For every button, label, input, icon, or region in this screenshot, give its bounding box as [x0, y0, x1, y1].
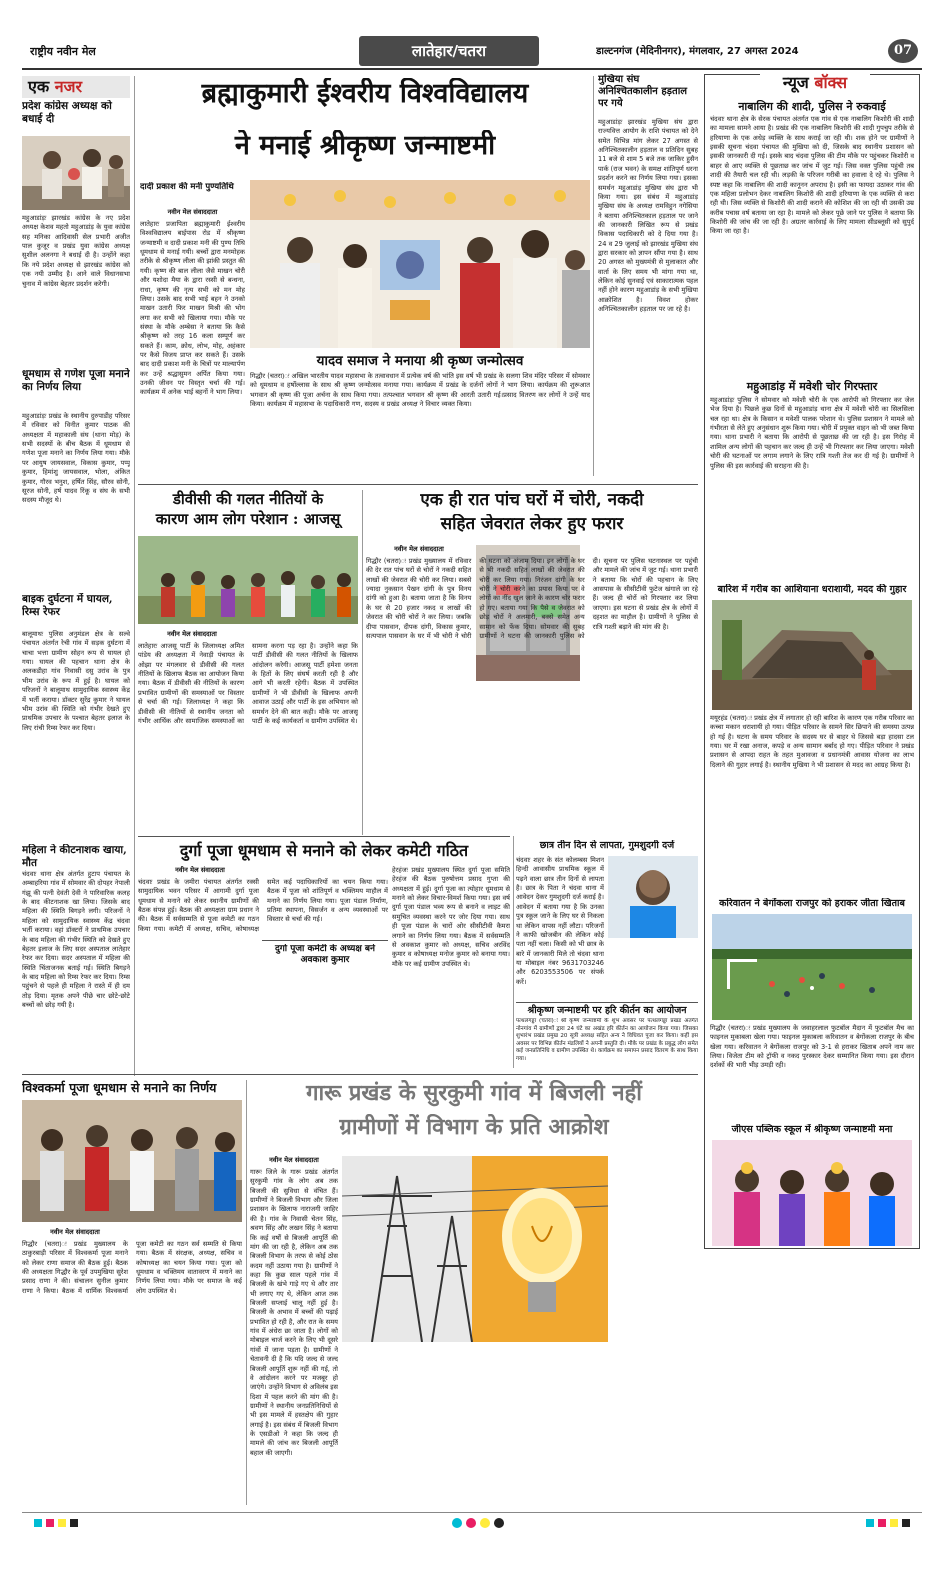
vishwakarma-headline: विश्वकर्मा पूजा धूमधाम से मनाने का निर्णय — [22, 1080, 217, 1095]
nb-s3-body: मयूरहंड (चतरा)ः प्रखंड क्षेत्र में लगातार हो रही बारिश के कारण एक गरीब परिवार का कच्चा मकान धराशायी हो गया। पीड़ित परिवार के सामने सिर छिपाने की समस्या उत्पन्न हो गई है। घटना के समय परिवार के सदस्य घर से बाहर थे जिससे बड़ा हादसा टल गया। घर में रखा अनाज, कपड़े व अन्य सामान बर्बाद हो गए। पीड़ित परिवार ने प्रखंड प्रशासन से आपदा राहत के तहत मुआवजा व प्रधानमंत्री आवास योजना का लाभ दिलाने की गुहार लगाई है। स्थानीय मुखिया ने भी प्रशासन से मदद का आग्रह किया है। — [710, 714, 914, 769]
power-divider — [246, 1080, 247, 1505]
ek-nazar-label — [22, 76, 130, 98]
strike-body: महुआडांड़ः झारखंड मुखिया संघ द्वारा राज्यवित्त आयोग के राशि पंचायत को देने समेत विभिन्न मांग लेकर 27 अगस्त से अनिश्चितकालीन हड़ताल व प्रतिदिन सुबह 11 बजे से शाम 5 बजे तक जाकिर हुसैन पार्क (राज भवन) के समक्ष शांतिपूर्ण धरना प्रदर्शन करने का निर्णय लिया गया। इसका समर्थन महुआडांड़ मुखिया संघ द्वारा भी किया गया। इस संबंध में महुआडांड़ मुखिया संघ के अध्यक्ष रामविहुन नगेसिया ने बताया अनिश्चितकाल हड़ताल पर जाने की जानकारी लिखित रूप से प्रखंड विकास पदाधिकारी को दे दिया गया है। 24 व 29 जुलाई को झारखंड मुखिया संघ द्वारा सरकार को ज्ञापन सौंपा गया है। साथ 20 अगस्त को मुख्यमंत्री से मुलाकात और वार्ता के लिए समय भी मांगा गया था, लेकिन कोई सुनवाई एवं साकारात्मक पहल नहीं होने कारण महुआडांड़ के सभी मुखिया आक्रोशित है। विवश होकर अनिश्चितकालीन हड़ताल पर जा रहे है। — [598, 118, 698, 314]
theft-body: गिद्धौर (चतरा)ः प्रखंड मुख्यालय में रविवार की देर रात पांच घरों से चोरों ने नकदी सहित लाखों की जेवरात की चोरी कर लिया। सबसे ज्यादा नुकसान पेखन दांगी के पुत्र विनय दांगी को हुआ है। बताया जाता है कि विनय के घर से 20 हजार नकद व लाखों की जेवरात की चोरी चोरों ने कर लिया। जबकि दीपा पासवान, दीपक दांगी, विकास कुमार, सत्यपाल पासवान के घर में भी चोरी ने चोरी की घटना को अंजाम दिया। इन लोगों के घर से भी नकदी सहित लाखों की जेवरात की चोरी कर लिया गया। निरंजन दांगी के घर चोरी ने चोरी करने का प्रयास किया पर वे लोगों का नींद खुल जाने के कारण चोर फरार हो गए। बताया गया कि पैसे व जेवरात को छोड़ चोरों ने अलमारी, बक्से समेत अन्य सामान को फेंक दिया। सोमवार की सुबह ग्रामीणों ने घटना की जानकारी पुलिस को दी। सूचना पर पुलिस घटनास्थल पर पहुंची और मामले की जांच में जुट गई। थाना प्रभारी ने बताया कि चोरों की पहचान के लिए आसपास के सीसीटीवी फुटेज खंगाले जा रहे हैं। जल्द ही चोरों को गिरफ्तार कर लिया जाएगा। इस घटना से प्रखंड क्षेत्र के लोगों में दहशत का माहौल है। ग्रामीणों ने पुलिस से रात्रि गश्ती बढ़ाने की मांग की है। — [366, 557, 698, 640]
dvc-byline: नवीन मेल संवाददाता — [167, 630, 217, 638]
nb-s2-body: महुआडांड़ः पुलिस ने सोमवार को मवेशी चोरी के एक आरोपी को गिरफ्तार कर जेल भेज दिया है। पिछले कुछ दिनों से महुआडांड़ थाना क्षेत्र में मवेशी चोरी का सिलसिला चल रहा था। क्षेत्र के किसान व मवेशी पालक परेशान थे। पुलिस प्रशासन ने मामले को गंभीरता से लेते हुए अनुसंधान शुरू किया गया। चोरी में प्रयुक्त वाहन को भी जब्त किया गया। थाना प्रभारी ने बताया कि आरोपी से पूछताछ की जा रही है। इस गिरोह में शामिल अन्य लोगों की पहचान कर जल्द ही उन्हें भी गिरफ्तार कर लिया जाएगा। मवेशी चोरी की घटनाओं पर लगाम लगाने के लिए रात्रि गश्ती तेज कर दी गई है। ग्रामीणों ने पुलिस की इस कार्रवाई की सराहना की है। — [710, 396, 914, 470]
left-s4-body: चंदवाः थाना क्षेत्र अंतर्गत हुटाप पंचायत के अम्बाहरिया गांव में सोमवार की दोपहर नेपाली गंझू की पत्नी देवंती देवी ने पारिवारिक कलह के बाद कीटनाशक खा लिया। जिसके बाद महिला की स्थिति बिगड़ने लगी। परिजनों ने महिला को सामुदायिक स्वास्थ्य केंद्र चंदवा भर्ती कराया। वहां डॉक्टरों ने प्राथमिक उपचार के बाद महिला की गंभीर स्थिति को देखते हुए बेहतर इलाज के लिए सदर अस्पताल लातेहार रेफर कर दिया। सदर अस्पताल में महिला की स्थिति चिंताजनक बताई गई। स्थिति बिगड़ने के बाद महिला को रिम्स रेफर कर दिया। रिम्स पहुंचने से पहले ही महिला ने रास्ते में ही दम तोड़ दिया। मृतक अपने पीछे चार छोटे-छोटे बच्चों को छोड़ गयी है। — [22, 870, 130, 1010]
reg-mark-yellow-right — [890, 1519, 898, 1527]
left-s4-title: महिला ने कीटनाशक खाया, मौत — [22, 844, 127, 869]
paper-name: राष्ट्रीय नवीन मेल — [30, 45, 96, 58]
power-headline-2: ग्रामीणों में विभाग के प्रति आक्रोश — [339, 1114, 609, 1140]
theft-byline: नवीन मेल संवाददाता — [394, 545, 444, 553]
color-registration-marks — [22, 1518, 922, 1528]
left-s2-title: धूमधाम से गणेश पूजा मनाने का निर्णय लिया — [22, 368, 130, 393]
news-box-label-b: बॉक्स — [814, 73, 848, 92]
nb-s4-title: करिवातन ने बेगोंकला राजपुर को हराकर जीता खिताब — [719, 898, 905, 909]
durga-body: चंदवाः प्रखंड के जमीरा पंचायत अंतर्गत रक्सी सामुदायिक भवन परिसर में आगामी दुर्गा पूजा धूमधाम से मनाने को लेकर स्थानीय ग्रामीणों की बैठक संपन्न हुई। बैठक की अध्यक्षता ग्राम प्रधान ने की। बैठक में सर्वसम्मति से पूजा कमेटी का गठन किया गया। कमेटी में अध्यक्ष, सचिव, कोषाध्यक्ष समेत कई पदाधिकारियों का चयन किया गया। बैठक में पूजा को शांतिपूर्ण व भक्तिमय माहौल में मनाने का निर्णय लिया गया। पूजा पंडाल निर्माण, प्रतिमा स्थापना, विसर्जन व अन्य व्यवस्थाओं पर विस्तार से चर्चा की गई। — [138, 878, 388, 933]
reg-mark-black-left — [70, 1519, 78, 1527]
yadav-body: गिद्धौर (चतरा)ः अखिल भारतीय यादव महासभा के तत्वावधान में प्रत्येक वर्ष की भांति इस वर्ष भी प्रखंड के सलगा शिव मंदिर परिसर में सोमवार को धूमधाम व हर्षोल्लास के साथ श्री कृष्ण जन्मोत्सव मनाया गया। कार्यक्रम में प्रखंड के दर्जनों लोगों ने भाग लिया। कार्यक्रम की शुरूआत भगवान श्री कृष्ण की पूजा अर्चना के साथ किया गया। तत्पश्चात भगवान श्री कृष्ण की आरती उतारी गई।प्रसाद वितरण कर लोगों ने उन्हें याद किया। कार्यक्रम में महासभा के पदाधिकारी गण, सदस्य व प्रखंड अध्यक्ष ने विचार व्यक्त किया। — [250, 372, 590, 409]
left-s1-photo — [22, 136, 130, 210]
durga-byline: नवीन मेल संवाददाता — [175, 866, 225, 874]
reg-mark-black-right — [902, 1519, 910, 1527]
missing-headline: छात्र तीन दिन से लापता, गुमशुदगी दर्ज — [539, 840, 675, 851]
news-box-label — [760, 72, 870, 94]
reg-mark-magenta-mid — [466, 1518, 476, 1528]
theft-headline-2: सहित जेवरात लेकर हुए फरार — [440, 514, 624, 534]
durga-headline: दुर्गा पूजा धूमधाम से मनाने को लेकर कमेटी गठित — [179, 841, 469, 860]
left-s1-body: महुआडांड़ः झारखंड कांग्रेस के नए प्रदेश अध्यक्ष केशव महतो महुआडांड़ के युवा कांग्रेस सह मनिका आदिवासी सेल प्रभारी अजीत पाल कुजूर व प्रखंड युवा कांग्रेस अध्यक्ष सुशील अलनगा ने बधाई दी है। उन्होंने कहा कि नये प्रदेश अध्यक्ष से झारखंड कांग्रेस को एक नयी उम्मीद है। आने वाले विधानसभा चुनाव में कांग्रेस बेहतर प्रदर्शन करेगी। — [22, 214, 130, 288]
lead-headline-2: ने मनाई श्रीकृष्ण जन्माष्टमी — [234, 130, 496, 161]
power-byline: नवीन मेल संवाददाता — [269, 1156, 319, 1164]
dvc-body: लातेहारः आजसू पार्टी के जिलाध्यक्ष अमित पांडेय की अध्यक्षता में नेवाड़ी पंचायत के ओझा पर मंगलवार से डीवीसी की गलत नीतियों के खिलाफ बैठक का आयोजन किया गया। बैठक में डीवीसी की नीतियों के कारण प्रभावित ग्रामीणों की समस्याओं पर विस्तार से चर्चा की गई। जिलाध्यक्ष ने कहा कि डीवीसी की नीतियों से स्थानीय जनता को गंभीर आर्थिक और सामाजिक समस्याओं का सामना करना पड़ रहा है। उन्होंने कहा कि पार्टी डीवीसी की गलत नीतियों के खिलाफ आंदोलन करेगी। आजसू पार्टी हमेशा जनता के हितों के लिए संघर्ष करती रही है और आगे भी करती रहेगी। बैठक में उपस्थित ग्रामीणों ने भी डीवीसी के खिलाफ अपनी आवाज उठाई और पार्टी के इस अभियान को समर्थन देने की बात कही। मौके पर आजसू पार्टी के कई कार्यकर्ता व ग्रामीण उपस्थित थे। — [138, 642, 358, 725]
yadav-headline: यादव समाज ने मनाया श्री कृष्ण जन्मोत्सव — [316, 353, 524, 369]
lead-photo — [250, 180, 590, 348]
ek-nazar-b: नजर — [54, 77, 83, 96]
news-box-label-a: न्यूज — [782, 73, 815, 92]
left-s2-body: महुआडांड़ः प्रखंड के स्थानीय दुरुपाडीह परिसर में रविवार को विनीत कुमार पाठक की अध्यक्षता में महाकाली संघ (थाना मोड़) के सभी सदस्यों के बीच बैठक में धूमधाम से गणेश पूजा मनाने का निर्णय लिया गया। मौके पर आयुष जायसवाल, विकास कुमार, पप्पू कुमार, हिमांशु जायसवाल, भोला, अंकित कुमार, गौरव भनुश, हर्षित सिंह, सौरव सोनी, सूरज सोनी, हर्ष यादव रिंकू व संघ के सभी सदस्य मौजूद थे। — [22, 412, 130, 505]
missing-divider — [513, 836, 514, 1068]
reg-mark-cyan-mid — [452, 1518, 462, 1528]
row3-rule — [138, 836, 510, 837]
masthead-rule — [22, 68, 922, 70]
left-s1-title: प्रदेश कांग्रेस अध्यक्ष को बधाई दी — [22, 100, 112, 125]
nb-s3-photo — [712, 600, 912, 710]
page-number: 07 — [888, 39, 918, 63]
nb-s1-body: चंदवाः थाना क्षेत्र के सेरक पंचायत अंतर्गत एक गांव से एक नाबालिग किशोरी की शादी का मामला सामने आया है। प्रखंड की एक नाबालिग किशोरी की शादी गुपचुप तरीके से हरियाणा के एक अधेड़ व्यक्ति के साथ कराई जा रही थी। शक होने पर ग्रामीणों ने इसकी सूचना चंदवा पंचायत की मुखिया को दी, जिसके बाद स्थानीय प्रशासन को इसकी जानकारी दी गई। इसके बाद चंदवा पुलिस की टीम मौके पर पहुंचकर किशोरी व बाहर से आए व्यक्ति से पूछताछ कर जांच में जुट गई। जिस वक्त पुलिस पहुंची तब शादी की तैयारी चल रही थी। लड़की के परिजन गरीबी का हवाला दे रहे थे। पुलिस ने स्पष्ट कहा कि नाबालिग की शादी कानूनन अपराध है। इसी का फायदा उठाकर गांव की एक महिला प्रलोभन देकर नाबालिग किशोरी की शादी हरियाणा के एक व्यक्ति से करा रही थी। जिस व्यक्ति से किशोरी की शादी कराने की कोशिश की जा रही थी उसकी उम्र करीब पचास वर्ष बताया जा रहा है। मामले को लेकर पूछे जाने पर पुलिस ने बताया कि किशोरी की जांच की जा रही है। अग्रतर कार्रवाई के लिए मामला सीडब्लूसी को सुपुर्द किया जा रहा है। — [710, 115, 914, 236]
dvc-headline-1: डीवीसी की गलत नीतियों के — [172, 490, 324, 508]
ek-nazar-a: एक — [28, 77, 55, 96]
reg-mark-yellow-mid — [480, 1518, 490, 1528]
reg-mark-yellow-left — [58, 1519, 66, 1527]
lead-headline-1: ब्रह्माकुमारी ईश्वरीय विश्वविद्यालय — [201, 78, 529, 109]
nb-s3-title: बारिश में गरीब का आशियाना धराशायी, मदद की गुहार — [717, 584, 907, 595]
nb-s5-title: जीएस पब्लिक स्कूल में श्रीकृष्ण जन्माष्टमी मना — [731, 1124, 893, 1135]
reg-mark-magenta-right — [878, 1519, 886, 1527]
power-body-right — [612, 1156, 698, 1342]
nb-s1-title: नाबालिग की शादी, पुलिस ने रुकवाई — [738, 100, 886, 113]
lead-kicker: दादी प्रकाश की मनी पुण्यतिथि — [140, 182, 234, 192]
nb-s2-title: महुआडांड़ में मवेशी चोर गिरफ्तार — [746, 380, 878, 393]
left-col-divider — [134, 76, 135, 1076]
lead-byline: नवीन मेल संवाददाता — [167, 208, 218, 216]
power-headline-1: गारू प्रखंड के सुरकुमी गांव में बिजली नहीं — [306, 1080, 642, 1106]
nb-s4-body: गिद्धौर (चतरा)ः प्रखंड मुख्यालय के जवाहरलाल फुटबॉल मैदान में फुटबॉल मैच का फाइनल मुकाबला खेला गया। फाइनल मुकाबला करिवातन व बेगोंकला राजपुर के बीच खेला गया। करिवातन ने बेगोंकला राजपुर को 3-1 से हराकर खिताब अपने नाम कर लिया। विजेता टीम को ट्रॉफी व नकद पुरस्कार देकर सम्मानित किया गया। इस दौरान दर्शकों की भारी भीड़ उमड़ी रही। — [710, 1024, 914, 1070]
missing-body: चंदवाः शहर के संत कोलम्बस मिशन हिन्दी आवासीय प्राथमिक स्कूल में पढ़ने वाला छात्र तीन दिनों से लापता है। छात्र के पिता ने चंदवा थाना में आवेदन देकर गुमशुदगी दर्ज कराई है। आवेदन में बताया गया है कि उनका पुत्र स्कूल जाने के लिए घर से निकला था लेकिन वापस नहीं लौटा। परिजनों ने काफी खोजबीन की लेकिन कोई पता नहीं चला। किसी को भी छात्र के बारे में जानकारी मिले तो चंदवा थाना या मोबाइल नंबर 9631703246 और 6203553506 पर संपर्क करें। — [516, 856, 604, 986]
vishwakarma-body: गिद्धौर (चतरा)ः प्रखंड मुख्यालय के ठाकुरबाड़ी परिसर में विश्वकर्मा पूजा मनाने को लेकर राणा समाज की बैठक हुई। बैठक की अध्यक्षता गिद्धौर के पूर्व उपमुखिया सुरेश प्रसाद राणा ने की। संचालन सुनील कुमार राणा ने किया। बैठक में धार्मिक विश्वकर्मा पूजा कमेटी का गठन सर्व सम्मति से किया गया। बैठक में संरक्षक, अध्यक्ष, सचिव व कोषाध्यक्ष का चयन किया गया। पूजा को धूमधाम व भक्तिमय वातावरण में मनाने का निर्णय लिया गया। मौके पर समाज के कई लोग उपस्थित थे। — [22, 1240, 242, 1295]
left-s3-title: बाइक दुर्घटना में घायल, रिम्स रेफर — [22, 593, 113, 618]
durga-sub-headline: दुर्गा पूजा कमेटी के अध्यक्ष बने अवकाश कुमार — [274, 944, 376, 965]
kirtan-headline: श्रीकृष्ण जन्माष्टमी पर हरि कीर्तन का आयोजन — [516, 1002, 698, 1018]
missing-photo — [608, 856, 698, 938]
vishwakarma-byline: नवीन मेल संवाददाता — [50, 1228, 100, 1236]
reg-mark-cyan-right — [866, 1519, 874, 1527]
theft-divider — [362, 490, 363, 835]
lead-body-left: लातेहारः प्रजापिता ब्रह्माकुमारी ईश्वरीय विश्वविद्यालय बाईपास रोड में श्रीकृष्ण जन्माष्टमी व दादी प्रकाश मनी की पुण्य तिथि धूमधाम से मनाई गयी। बच्चों द्वारा मनमोहक तरीके से श्रीकृष्ण लीला की झांकी प्रस्तुत की गयी। कृष्ण की बाल लीला जैसे माखन चोरी और यशोदा मैया के द्वारा रस्सी से बन्धना, राधा, कृष्ण की नृत्य सभी को मन मोह लिया। उसके बाद सभी भाई बहन ने उनको माखन उतारी फिर माखन मिश्री की भोग लगा कर सभी को खिलाया गया। मौके पर संस्था के मौके अम्बेसा ने बताया कि कैसे श्रीकृष्ण को तरह 16 कला सम्पूर्ण कर सकते हैं। काम, क्रोध, लोभ, मोह, अहंकार पर कैसे विजय प्राप्त कर सकते हैं। उसके बाद दादी प्रकाश मनी के चित्रों पर माल्यार्पण कर उन्हें श्रद्धासुमन अर्पित किया गया। उनकी जीवन पर विस्तृत चर्चा की गई। कार्यक्रम में अनेक भाई बहनों ने भाग लिया। — [140, 220, 245, 397]
reg-mark-cyan-left — [34, 1519, 42, 1527]
kirtan-body: पत्थलगड्डा (चतरा)ः श्री कृष्ण जन्माष्टमी के शुभ अवसर पर पत्थलगड्डा प्रखंड अंतर्गत नोनगांव में ग्रामीणों द्वारा 24 घंटे का अखंड हरि कीर्तन का आयोजन किया गया। जिसका शुभारंभ प्रखंड प्रमुख 20 सूत्री अध्यक्ष सहित अन्य ने विधिवत पूजा कर किया। कहीं इस अवसर पर विभिन्न कीर्तन मंडलियों ने अपनी प्रस्तुति दी। मौके पर प्रखंड के प्रबुद्ध लोग समेत कई जनप्रतिनिधि व ग्रामीण उपस्थित थे। कार्यक्रम का समापन प्रसाद वितरण के साथ किया गया। — [516, 1018, 698, 1062]
section-title: लातेहार/चतरा — [411, 42, 487, 60]
reg-mark-black-mid — [494, 1518, 504, 1528]
dvc-photo — [138, 536, 358, 624]
footer-rule — [22, 1512, 922, 1513]
dvc-headline-2: कारण आम लोग परेशान : आजसू — [155, 510, 341, 528]
dateline: डाल्टनगंज (मेदिनीनगर), मंगलवार, 27 अगस्त 2024 — [596, 46, 799, 57]
power-body: गारूः जिले के गारू प्रखंड अंतर्गत सुरकुमी गांव के लोग अब तक बिजली की सुविधा से वंचित हैं। ग्रामीणों ने बिजली विभाग और जिला प्रशासन के खिलाफ नाराजगी जाहिर की है। गांव के निवासी चेतन सिंह, श्रवण सिंह और लखन सिंह ने बताया कि कई वर्षों से बिजली आपूर्ति की मांग की जा रही है, लेकिन अब तक बिजली विभाग के तरफ से कोई ठोस कदम नहीं उठाया गया है। ग्रामीणों ने कहा कि कुछ साल पहले गांव में बिजली के खंभे गाड़े गए थे और तार भी लगाए गए थे, लेकिन आज तक बिजली सप्लाई चालू नहीं हुई है। बिजली के अभाव में बच्चों की पढ़ाई प्रभावित हो रही है, और रात के समय गांव में अंधेरा छा जाता है। लोगों को मोबाइल चार्ज करने के लिए भी दूसरे गांवों में जाना पड़ता है। ग्रामीणों ने चेतावनी दी है कि यदि जल्द से जल्द बिजली आपूर्ति शुरू नहीं की गई, तो वे आंदोलन करने पर मजबूर हो जाएंगे। उन्होंने विभाग से अविलंब इस दिशा में पहल करने की मांग की है। ग्रामीणों ने स्थानीय जनप्रतिनिधियों से भी इस मामले में हस्तक्षेप की गुहार लगाई है। इस संबंध में बिजली विभाग के एसडीओ ने कहा कि जल्द ही मामले की जांच कर बिजली आपूर्ति बहाल की जाएगी। — [250, 1168, 338, 1457]
row2-rule — [138, 484, 698, 485]
vishwakarma-photo — [22, 1100, 242, 1222]
masthead — [22, 36, 922, 66]
strike-divider — [593, 76, 594, 476]
nb-s4-photo — [712, 914, 912, 1020]
durga-sub-body: हेरहंजः प्रखंड मुख्यालय स्थित दुर्गा पूजा समिति हेरहंज की बैठक पुरुषोत्तम प्रसाद गुप्ता की अध्यक्षता में हुई। दुर्गा पूजा का त्योहार धूमधाम से मनाने को लेकर विचार-विमर्श किया गया। इस वर्ष दुर्गा पूजा पंडाल भव्य रूप से बनाने व लाइट की समुचित व्यवस्था करने पर जोर दिया गया। साथ ही पूजा पंडाल के चारों ओर सीसीटीवी कैमरा लगाने का निर्णय लिया गया। बैठक में सर्वसम्मति से अवकाश कुमार को अध्यक्ष, सचिव अरविंद कुमार व कोषाध्यक्ष मनोज कुमार को बनाया गया। मौके पर कई ग्रामीण उपस्थित थे। — [392, 866, 510, 968]
missing-body-cont — [608, 942, 698, 998]
strike-headline: मुखिया संघ अनिश्चितकालीन हड़ताल पर गये — [598, 74, 688, 109]
power-photo — [342, 1156, 608, 1342]
nb-s5-photo — [712, 1140, 912, 1246]
left-s3-body: बालूमाथः पुलिस अनुमंडल क्षेत्र के सल्वे पंचायत अंतर्गत रेची गांव में सड़क दुर्घटना में चाचा भत्ता ग्रामीण सोहन रूप से घायल हो गया। घायल की पहचान थाना क्षेत्र के अलकडीहा गांव निवासी दसु उरांव के पुत्र भीम उरांव के रूप में हुई है। घायल को परिजनों ने बालूमाथ सामुदायिक स्वास्थ्य केंद्र में भर्ती कराया। डॉक्टर सुरेंद्र कुमार ने घायल भीम उरांव की स्थिति को गंभीर देखते हुए प्राथमिक उपचार के पश्चात बेहतर इलाज के लिए रांची रिम्स रेफर कर दिया। — [22, 630, 130, 732]
row4-rule — [22, 1074, 698, 1075]
reg-mark-magenta-left — [46, 1519, 54, 1527]
theft-headline-1: एक ही रात पांच घरों में चोरी, नकदी — [420, 490, 644, 510]
